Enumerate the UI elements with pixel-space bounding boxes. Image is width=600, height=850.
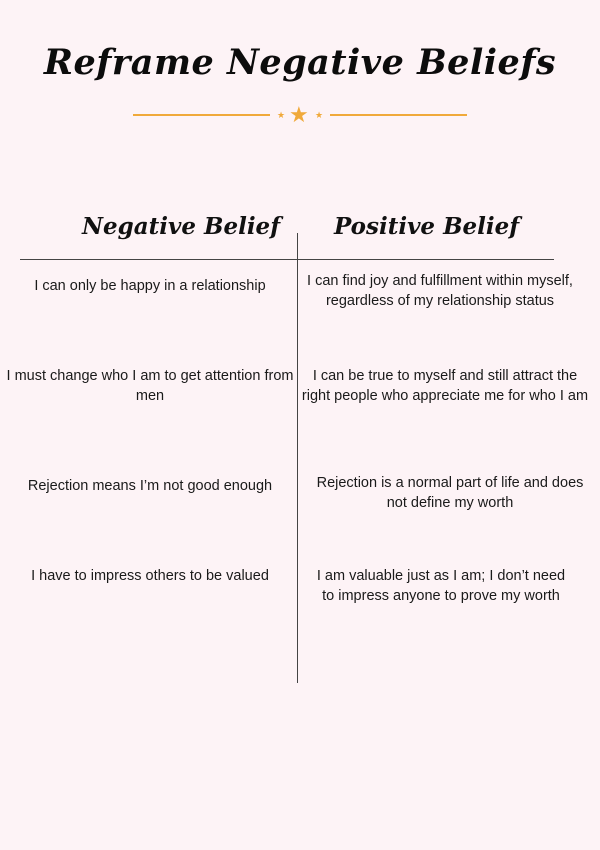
decorative-divider — [133, 103, 467, 127]
positive-belief-1: I can find joy and fulfillment within myself, regardless of my relationship status — [307, 273, 573, 309]
small-star-icon: ★ — [315, 110, 324, 120]
negative-belief-2: I must change who I am to get attention from men — [6, 368, 294, 404]
page-title: Reframe Negative Beliefs — [43, 42, 557, 83]
positive-belief-2: I can be true to myself and still attract the right people who appreciate me for who I am — [301, 368, 589, 404]
star-icon: ★ — [289, 102, 309, 127]
small-star-icon: ★ — [277, 110, 286, 120]
negative-belief-4: I have to impress others to be valued — [31, 568, 269, 584]
column-divider — [297, 233, 298, 683]
positive-belief-4: I am valuable just as I am; I don’t need to impress anyone to prove my worth — [316, 568, 566, 604]
header-divider — [20, 259, 554, 260]
positive-belief-3: Rejection is a normal part of life and does not define my worth — [316, 475, 584, 511]
divider-line-right — [330, 114, 467, 116]
negative-belief-1: I can only be happy in a relationship — [34, 278, 266, 294]
negative-belief-header: Negative Belief — [82, 213, 281, 240]
negative-belief-3: Rejection means I’m not good enough — [27, 478, 273, 494]
positive-belief-header: Positive Belief — [334, 213, 520, 240]
divider-line-left — [133, 114, 270, 116]
